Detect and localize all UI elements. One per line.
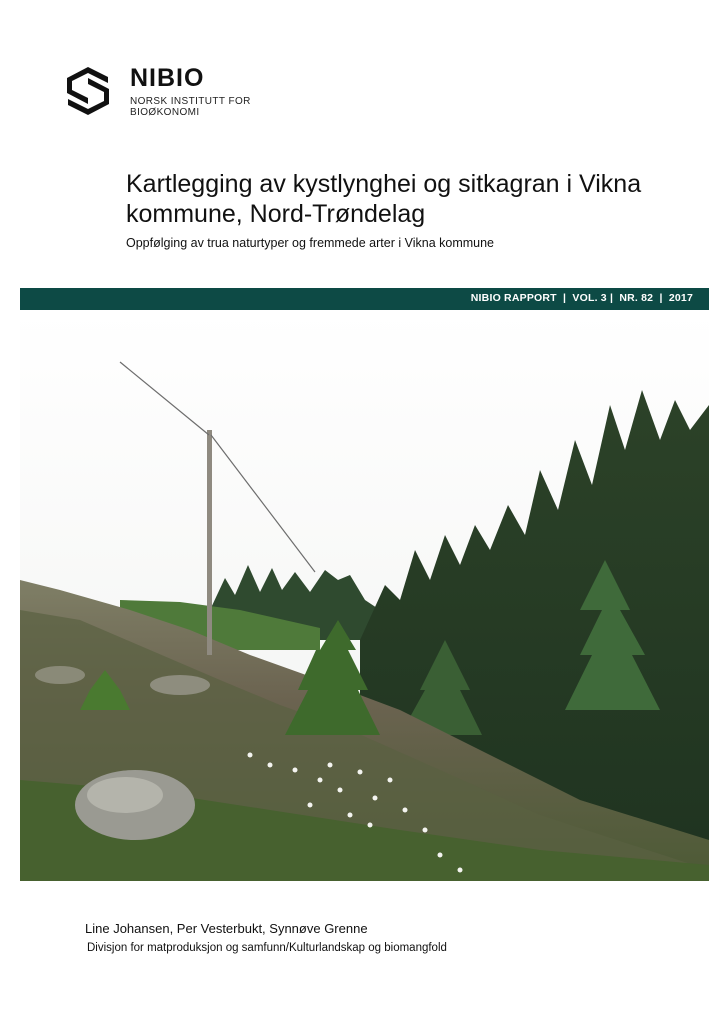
nibio-logo <box>64 64 254 124</box>
nibio-logo-icon <box>64 64 112 118</box>
logo-subtitle-line1: NORSK INSTITUTT FOR <box>130 96 251 107</box>
logo-subtitle <box>130 96 260 118</box>
series-band <box>20 288 709 310</box>
cover-photo <box>20 310 709 881</box>
report-title: Kartlegging av kystlynghei og sitkagran i Vikna kommune, Nord-Trøndelag <box>126 170 642 228</box>
logo-name: NIBIO <box>130 64 205 92</box>
authors: Line Johansen, Per Vesterbukt, Synnøve Grenne <box>85 921 368 936</box>
report-subtitle: Oppfølging av trua naturtyper og fremmede arter i Vikna kommune <box>126 236 494 250</box>
series-info: NIBIO RAPPORT | VOL. 3 | NR. 82 | 2017 <box>470 292 693 304</box>
division: Divisjon for matproduksjon og samfunn/Kulturlandskap og biomangfold <box>87 942 447 954</box>
logo-subtitle-line2: BIOØKONOMI <box>130 107 200 118</box>
landscape-photo-icon <box>20 310 709 881</box>
